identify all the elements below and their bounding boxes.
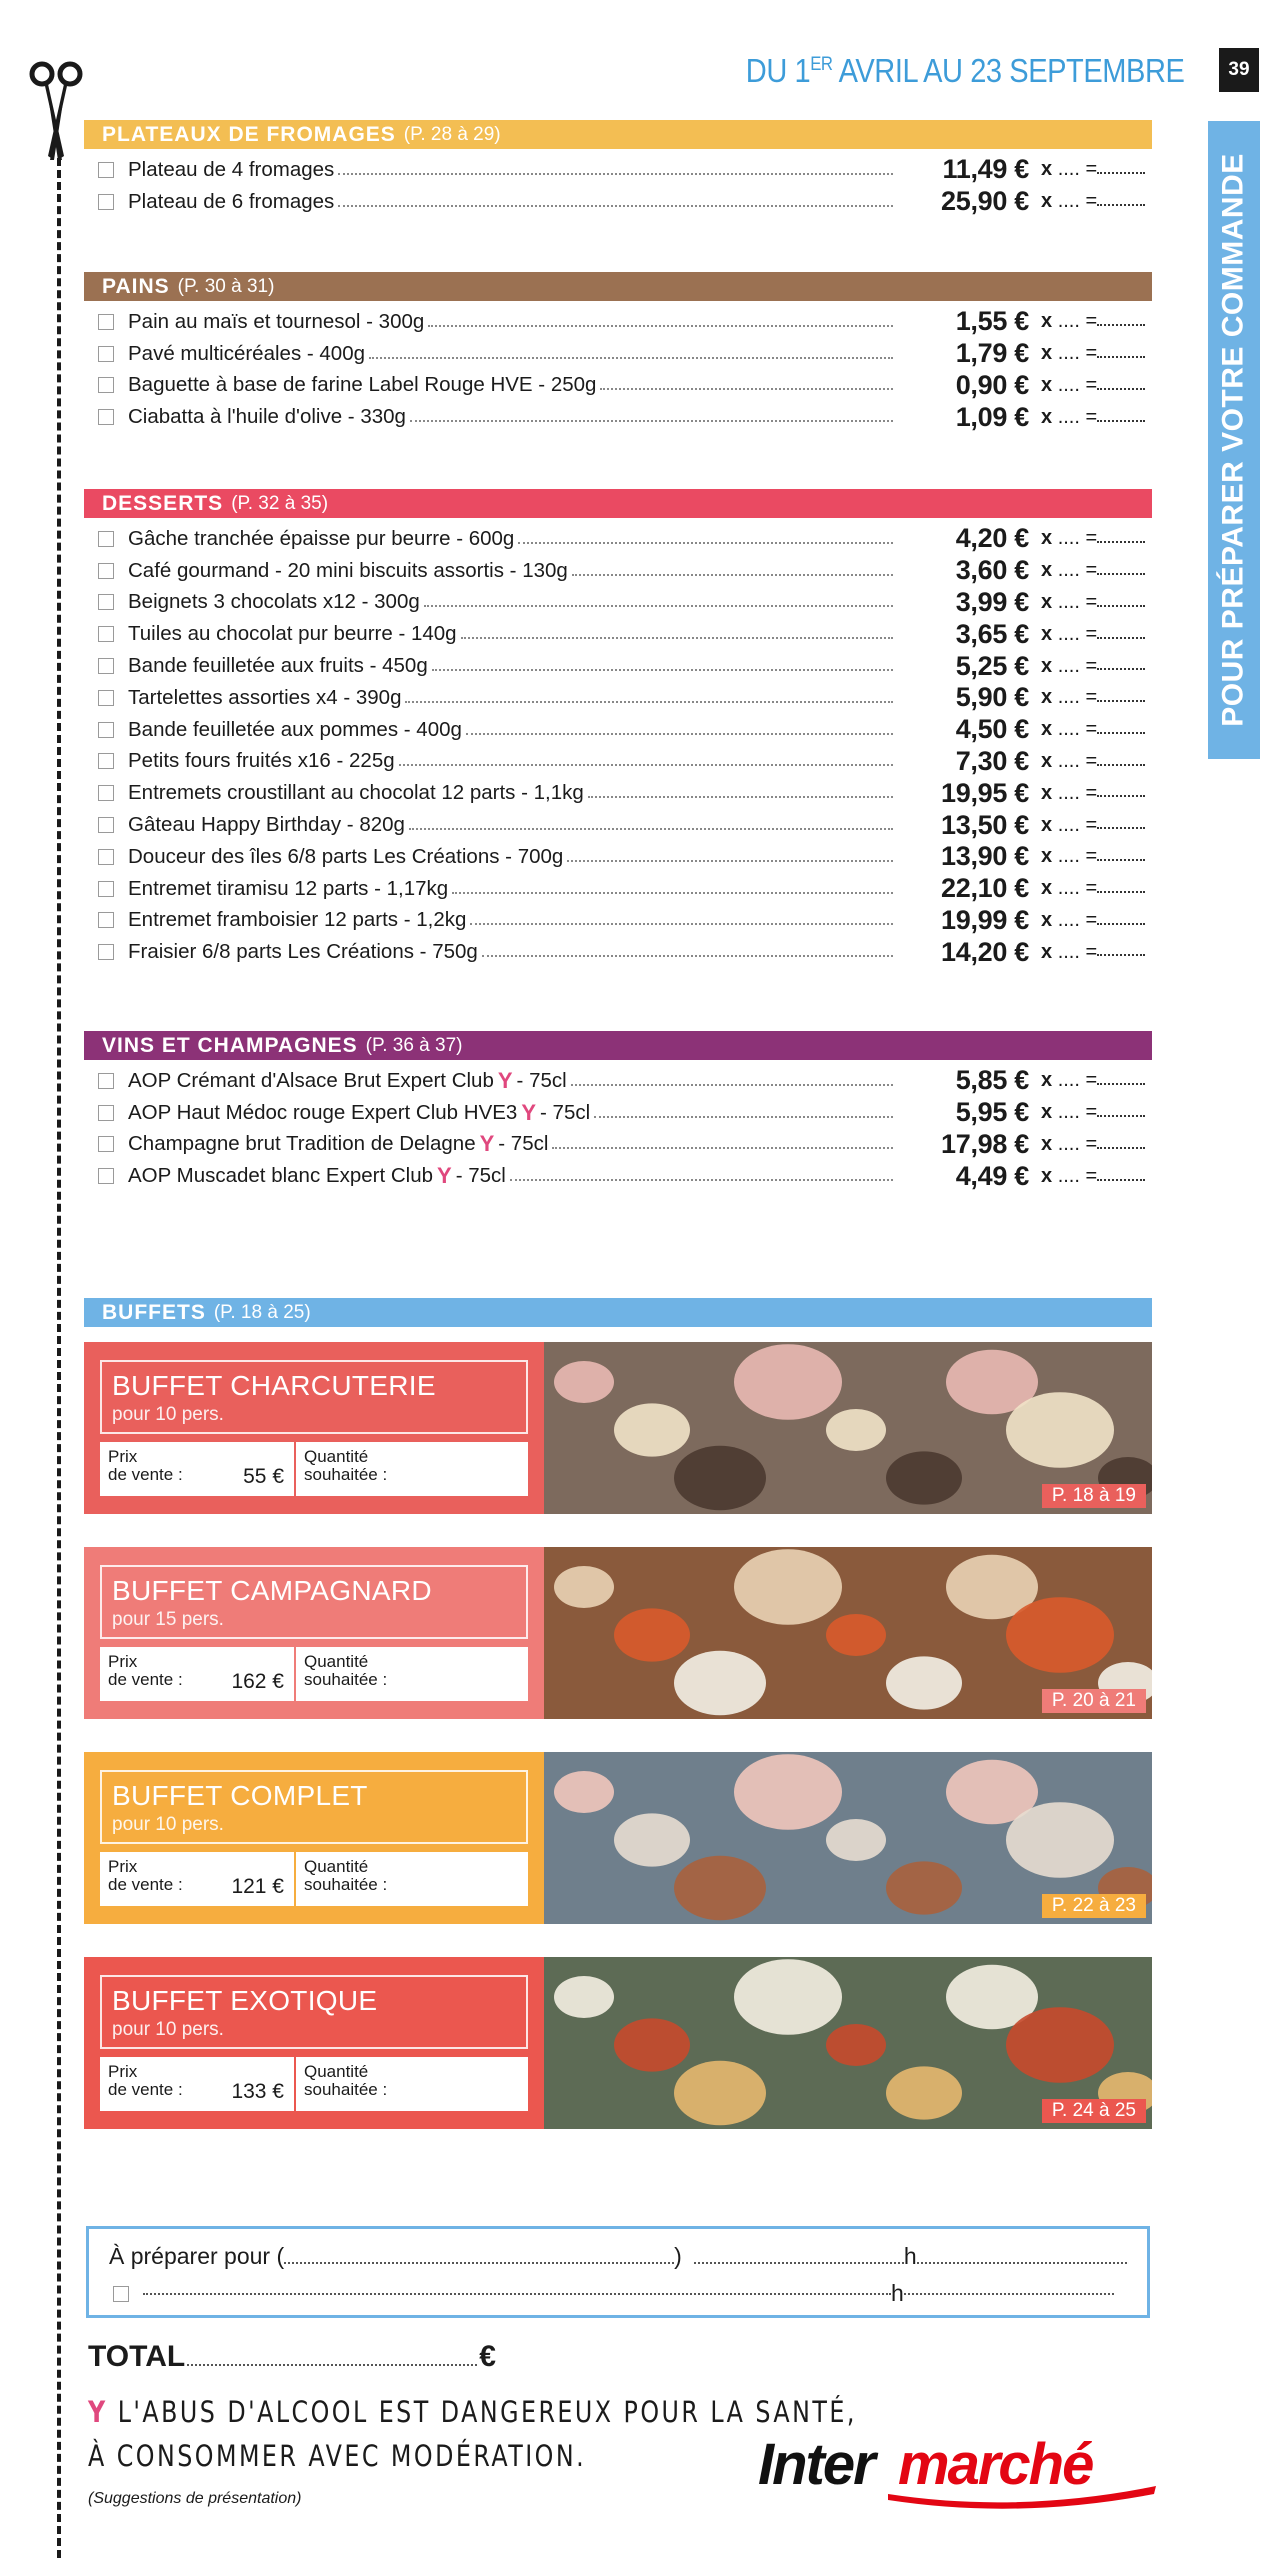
section-header-buffets xyxy=(84,1298,1152,1327)
buffet-order-form xyxy=(100,1852,528,1906)
item-price: 1,79 € xyxy=(955,338,1029,369)
item-price: 3,65 € xyxy=(955,618,1029,649)
item-label: Beignets 3 chocolats x12 - 300g xyxy=(128,590,420,614)
section-buffets xyxy=(84,1298,1152,1327)
prepare-hour-field[interactable] xyxy=(917,2262,1127,2264)
buffet-name: BUFFET CAMPAGNARD xyxy=(112,1575,432,1606)
item-price: 19,99 € xyxy=(941,904,1029,935)
item-checkbox[interactable] xyxy=(98,944,114,960)
buffet-photo xyxy=(544,1342,1152,1514)
item-price: 3,99 € xyxy=(955,586,1029,617)
order-item xyxy=(84,1129,1152,1161)
order-item xyxy=(84,306,1152,338)
total-field[interactable] xyxy=(187,2364,477,2366)
item-label: Tartelettes assorties x4 - 390g xyxy=(128,685,402,709)
item-price: 5,85 € xyxy=(955,1065,1029,1096)
item-price: 25,90 € xyxy=(941,186,1029,217)
prepare-label: À préparer pour ( xyxy=(109,2243,285,2269)
order-item xyxy=(84,873,1152,905)
leader-dots xyxy=(588,796,893,798)
section-pages: (P. 36 à 37) xyxy=(365,1034,463,1056)
wine-glass-icon: Y xyxy=(479,1131,495,1157)
order-item xyxy=(84,1065,1152,1097)
order-item xyxy=(84,777,1152,809)
buffet-card xyxy=(84,1957,1152,2129)
item-price: 1,55 € xyxy=(955,306,1029,337)
buffet-quantity-field[interactable]: Quantité souhaitée : xyxy=(304,2062,388,2099)
buffet-name: BUFFET EXOTIQUE xyxy=(112,1985,378,2016)
order-item xyxy=(84,338,1152,370)
buffet-page-tag: P. 24 à 25 xyxy=(1042,2099,1146,2123)
intermarche-logo xyxy=(758,2428,1160,2512)
item-label: Gâteau Happy Birthday - 820g xyxy=(128,813,405,837)
quantity-field[interactable]: x .... = xyxy=(1041,686,1145,709)
item-volume: - 75cl xyxy=(455,1164,506,1188)
order-item xyxy=(84,1097,1152,1129)
prepare-date-field[interactable] xyxy=(694,2262,904,2264)
quantity-field[interactable]: x .... = xyxy=(1041,1165,1145,1188)
quantity-field[interactable]: x .... = xyxy=(1041,814,1145,837)
item-checkbox[interactable] xyxy=(98,531,114,547)
item-checkbox[interactable] xyxy=(98,881,114,897)
buffet-photo xyxy=(544,1957,1152,2129)
scissors-icon xyxy=(28,60,84,162)
item-checkbox[interactable] xyxy=(98,658,114,674)
wine-glass-icon: Y xyxy=(497,1067,513,1093)
item-label: Plateau de 6 fromages xyxy=(128,189,335,213)
item-checkbox[interactable] xyxy=(98,594,114,610)
item-price: 5,90 € xyxy=(955,682,1029,713)
section-title: DESSERTS xyxy=(102,491,224,515)
quantity-field[interactable]: x .... = xyxy=(1041,190,1145,213)
item-volume: - 75cl xyxy=(540,1100,591,1124)
item-price: 1,09 € xyxy=(955,401,1029,432)
item-price: 0,90 € xyxy=(955,369,1029,400)
prepare-hour-label-2: h xyxy=(891,2280,904,2306)
item-volume: - 75cl xyxy=(516,1068,567,1092)
order-item xyxy=(84,370,1152,402)
quantity-field[interactable]: x .... = xyxy=(1041,941,1145,964)
item-label: Pavé multicéréales - 400g xyxy=(128,341,366,365)
section-title: BUFFETS xyxy=(102,1300,206,1324)
quantity-field[interactable]: x .... = xyxy=(1041,750,1145,773)
item-price: 4,20 € xyxy=(955,523,1029,554)
section-title: VINS ET CHAMPAGNES xyxy=(102,1033,358,1057)
section-pages: (P. 28 à 29) xyxy=(403,123,501,145)
buffet-quantity-field[interactable]: Quantité souhaitée : xyxy=(304,1857,388,1894)
buffet-price: 162 € xyxy=(231,1669,284,1693)
item-label: Fraisier 6/8 parts Les Créations - 750g xyxy=(128,940,478,964)
order-item xyxy=(84,154,1152,186)
item-checkbox[interactable] xyxy=(98,346,114,362)
quantity-field[interactable]: x .... = xyxy=(1041,655,1145,678)
buffet-price-box: Prix de vente : 162 € xyxy=(100,1647,296,1701)
quantity-field[interactable]: x .... = xyxy=(1041,342,1145,365)
order-item xyxy=(84,682,1152,714)
order-item xyxy=(84,523,1152,555)
leader-dots xyxy=(518,542,893,544)
section-title: PLATEAUX DE FROMAGES xyxy=(102,122,396,146)
item-checkbox[interactable] xyxy=(98,563,114,579)
prepare-box xyxy=(86,2226,1150,2318)
quantity-field[interactable]: x .... = xyxy=(1041,559,1145,582)
buffet-price: 121 € xyxy=(231,1874,284,1898)
quantity-field[interactable]: x .... = xyxy=(1041,527,1145,550)
prepare-close: ) xyxy=(674,2243,682,2269)
item-price: 5,25 € xyxy=(955,650,1029,681)
item-label: Pain au maïs et tournesol - 300g xyxy=(128,309,425,333)
section-header-pains xyxy=(84,272,1152,301)
prepare-hour-field-2[interactable] xyxy=(904,2293,1114,2295)
buffet-persons: pour 10 pers. xyxy=(112,1404,224,1425)
item-price: 4,49 € xyxy=(955,1160,1029,1191)
item-checkbox[interactable] xyxy=(98,626,114,642)
leader-dots xyxy=(600,388,893,390)
quantity-field[interactable]: x .... = xyxy=(1041,718,1145,741)
buffet-price-box: Prix de vente : 121 € xyxy=(100,1852,296,1906)
item-label: Café gourmand - 20 mini biscuits assortis - 130g xyxy=(128,558,568,582)
item-checkbox[interactable] xyxy=(98,722,114,738)
item-volume: - 75cl xyxy=(498,1132,549,1156)
leader-dots xyxy=(409,828,893,830)
prepare-checkbox[interactable] xyxy=(113,2286,129,2302)
buffet-card xyxy=(84,1547,1152,1719)
page-number: 39 xyxy=(1219,48,1259,92)
order-item xyxy=(84,618,1152,650)
item-label: Entremet tiramisu 12 parts - 1,17kg xyxy=(128,876,449,900)
prepare-line-2[interactable] xyxy=(143,2293,891,2295)
leader-dots xyxy=(461,637,893,639)
item-checkbox[interactable] xyxy=(98,409,114,425)
buffet-persons: pour 10 pers. xyxy=(112,2019,224,2040)
quantity-field[interactable]: x .... = xyxy=(1041,310,1145,333)
order-item xyxy=(84,746,1152,778)
prepare-for-field[interactable] xyxy=(284,2262,674,2264)
buffet-persons: pour 15 pers. xyxy=(112,1609,224,1630)
prepare-hour-label: h xyxy=(903,2243,917,2269)
svg-text:Inter: Inter xyxy=(758,2432,874,2497)
leader-dots xyxy=(432,669,893,671)
buffet-price-box: Prix de vente : 133 € xyxy=(100,2057,296,2111)
total-currency: € xyxy=(479,2340,496,2373)
buffet-order-form xyxy=(100,1647,528,1701)
section-fromages xyxy=(84,120,1152,218)
item-label: Bande feuilletée aux pommes - 400g xyxy=(128,717,462,741)
buffet-name: BUFFET CHARCUTERIE xyxy=(112,1370,436,1401)
order-item xyxy=(84,714,1152,746)
item-label: AOP Crémant d'Alsace Brut Expert Club xyxy=(128,1068,494,1092)
leader-dots xyxy=(552,1147,893,1149)
item-checkbox[interactable] xyxy=(98,1136,114,1152)
order-item xyxy=(84,587,1152,619)
alcohol-warning xyxy=(88,2390,857,2478)
leader-dots xyxy=(470,923,893,925)
quantity-field[interactable]: x .... = xyxy=(1041,374,1145,397)
order-item xyxy=(84,650,1152,682)
leader-dots xyxy=(594,1116,893,1118)
item-label: Douceur des îles 6/8 parts Les Créations - 700g xyxy=(128,844,564,868)
buffet-photo xyxy=(544,1752,1152,1924)
quantity-field[interactable]: x .... = xyxy=(1041,406,1145,429)
section-vins xyxy=(84,1031,1152,1192)
buffet-card xyxy=(84,1752,1152,1924)
buffet-order-form xyxy=(100,2057,528,2111)
order-item xyxy=(84,809,1152,841)
item-price: 4,50 € xyxy=(955,714,1029,745)
item-checkbox[interactable] xyxy=(98,314,114,330)
quantity-field[interactable]: x .... = xyxy=(1041,909,1145,932)
item-checkbox[interactable] xyxy=(98,162,114,178)
section-pages: (P. 30 à 31) xyxy=(177,275,275,297)
buffet-page-tag: P. 22 à 23 xyxy=(1042,1894,1146,1918)
quantity-field[interactable]: x .... = xyxy=(1041,877,1145,900)
buffet-price-box: Prix de vente : 55 € xyxy=(100,1442,296,1496)
item-price: 22,10 € xyxy=(941,873,1029,904)
leader-dots xyxy=(567,860,893,862)
section-pages: (P. 18 à 25) xyxy=(213,1301,311,1323)
item-checkbox[interactable] xyxy=(98,377,114,393)
item-label: Ciabatta à l'huile d'olive - 330g xyxy=(128,405,406,429)
section-desserts xyxy=(84,489,1152,968)
leader-dots xyxy=(572,574,893,576)
item-checkbox[interactable] xyxy=(98,1105,114,1121)
section-pages: (P. 32 à 35) xyxy=(231,492,329,514)
item-label: Plateau de 4 fromages xyxy=(128,157,335,181)
wine-glass-icon: Y xyxy=(88,2395,108,2429)
leader-dots xyxy=(482,955,893,957)
buffet-page-tag: P. 20 à 21 xyxy=(1042,1689,1146,1713)
quantity-field[interactable]: x .... = xyxy=(1041,591,1145,614)
wine-glass-icon: Y xyxy=(437,1163,452,1189)
section-header-fromages xyxy=(84,120,1152,149)
item-label: Entremets croustillant au chocolat 12 parts - 1,1kg xyxy=(128,781,584,805)
order-item xyxy=(84,936,1152,968)
section-pains xyxy=(84,272,1152,433)
item-label: Champagne brut Tradition de Delagne xyxy=(128,1132,476,1156)
quantity-field[interactable]: x .... = xyxy=(1041,158,1145,181)
buffet-title-box xyxy=(100,1975,528,2049)
header-title: DU 1ER AVRIL AU 23 SEPTEMBRE xyxy=(745,52,1184,89)
leader-dots xyxy=(338,173,893,175)
quantity-field[interactable]: x .... = xyxy=(1041,782,1145,805)
item-price: 19,95 € xyxy=(941,777,1029,808)
leader-dots xyxy=(405,701,893,703)
item-checkbox[interactable] xyxy=(98,690,114,706)
item-label: Petits fours fruités x16 - 225g xyxy=(128,749,395,773)
item-price: 11,49 € xyxy=(942,154,1029,185)
item-checkbox[interactable] xyxy=(98,194,114,210)
order-item xyxy=(84,186,1152,218)
quantity-field[interactable]: x .... = xyxy=(1041,845,1145,868)
item-label: Entremet framboisier 12 parts - 1,2kg xyxy=(128,908,467,932)
item-label: AOP Haut Médoc rouge Expert Club HVE3 xyxy=(128,1100,518,1124)
buffet-title-box xyxy=(100,1770,528,1844)
item-price: 7,30 € xyxy=(955,745,1029,776)
item-checkbox[interactable] xyxy=(98,912,114,928)
warning-line-1: L'ABUS D'ALCOOL EST DANGEREUX POUR LA SANTÉ, xyxy=(117,2395,857,2429)
total-label: TOTAL xyxy=(88,2340,186,2373)
leader-dots xyxy=(428,325,893,327)
item-label: Gâche tranchée épaisse pur beurre - 600g xyxy=(128,526,515,550)
leader-dots xyxy=(510,1179,893,1181)
buffet-photo xyxy=(544,1547,1152,1719)
order-item xyxy=(84,555,1152,587)
item-checkbox[interactable] xyxy=(98,1073,114,1089)
buffet-order-form xyxy=(100,1442,528,1496)
buffet-quantity-field[interactable]: Quantité souhaitée : xyxy=(304,1447,388,1484)
buffet-title-box xyxy=(100,1360,528,1434)
item-label: Bande feuilletée aux fruits - 450g xyxy=(128,654,428,678)
buffet-title-box xyxy=(100,1565,528,1639)
leader-dots xyxy=(452,892,893,894)
leader-dots xyxy=(424,605,893,607)
leader-dots xyxy=(369,357,893,359)
item-price: 14,20 € xyxy=(941,936,1029,967)
buffet-card xyxy=(84,1342,1152,1514)
quantity-field[interactable]: x .... = xyxy=(1041,623,1145,646)
item-label: Baguette à base de farine Label Rouge HVE - 250g xyxy=(128,373,597,397)
item-label: AOP Muscadet blanc Expert Club xyxy=(128,1164,433,1188)
buffet-name: BUFFET COMPLET xyxy=(112,1780,368,1811)
item-checkbox[interactable] xyxy=(98,849,114,865)
quantity-field[interactable]: x .... = xyxy=(1041,1101,1145,1124)
order-item xyxy=(84,905,1152,937)
item-price: 5,95 € xyxy=(955,1097,1029,1128)
section-header-desserts xyxy=(84,489,1152,518)
item-price: 3,60 € xyxy=(955,555,1029,586)
warning-line-2: À CONSOMMER AVEC MODÉRATION. xyxy=(88,2439,587,2473)
buffet-price: 55 € xyxy=(243,1464,284,1488)
item-checkbox[interactable] xyxy=(98,1168,114,1184)
buffet-quantity-field[interactable]: Quantité souhaitée : xyxy=(304,1652,388,1689)
leader-dots xyxy=(338,205,893,207)
leader-dots xyxy=(399,764,893,766)
cut-line xyxy=(57,158,61,2558)
item-checkbox[interactable] xyxy=(98,753,114,769)
item-label: Tuiles au chocolat pur beurre - 140g xyxy=(128,622,457,646)
svg-text:marché: marché xyxy=(898,2432,1093,2497)
leader-dots xyxy=(571,1084,893,1086)
quantity-field[interactable]: x .... = xyxy=(1041,1133,1145,1156)
order-item xyxy=(84,841,1152,873)
side-tab xyxy=(1208,121,1260,759)
item-price: 13,50 € xyxy=(941,809,1029,840)
item-checkbox[interactable] xyxy=(98,817,114,833)
buffet-persons: pour 10 pers. xyxy=(112,1814,224,1835)
item-checkbox[interactable] xyxy=(98,785,114,801)
leader-dots xyxy=(466,733,893,735)
section-title: PAINS xyxy=(102,274,170,298)
section-header-vins xyxy=(84,1031,1152,1060)
leader-dots xyxy=(410,420,893,422)
quantity-field[interactable]: x .... = xyxy=(1041,1069,1145,1092)
suggestion-note: (Suggestions de présentation) xyxy=(88,2490,302,2507)
buffet-page-tag: P. 18 à 19 xyxy=(1042,1484,1146,1508)
order-item xyxy=(84,1160,1152,1192)
total-row xyxy=(88,2340,496,2374)
side-tab-label: POUR PRÉPARER VOTRE COMMANDE xyxy=(1217,153,1251,727)
item-price: 13,90 € xyxy=(941,841,1029,872)
wine-glass-icon: Y xyxy=(521,1099,537,1125)
order-item xyxy=(84,401,1152,433)
buffet-price: 133 € xyxy=(231,2079,284,2103)
item-price: 17,98 € xyxy=(941,1128,1029,1159)
